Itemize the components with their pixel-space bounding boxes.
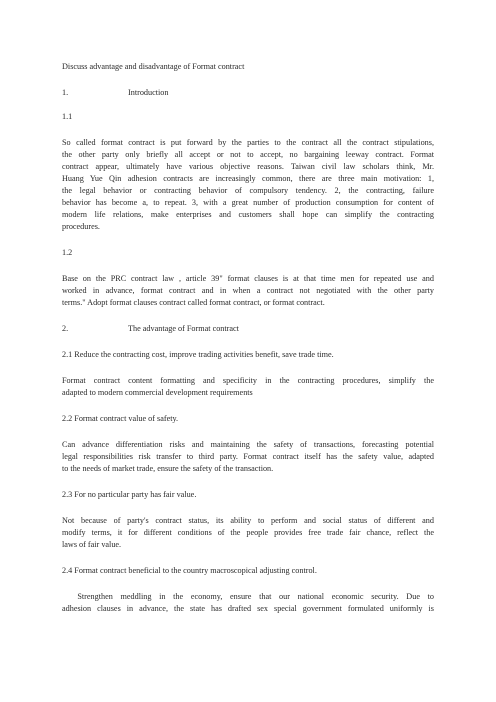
paragraph-line: contract appear, ultimately have various objective reasons. Taiwan civil law scholars think, Mr. <box>62 162 434 171</box>
paragraph-line: worked in advance, format contract and in when a contract not negotiated with the other party <box>62 286 434 295</box>
subsection-number: 1.1 <box>62 112 73 121</box>
paragraph-line: modern life relations, make enterprises and customers shall hope can simplify the contracting <box>62 210 434 219</box>
paragraph-line: So called format contract is put forward by the parties to the contract all the contract stipulations, <box>62 138 434 147</box>
paragraph-line: legal responsibilities risk transfer to third party. Format contract itself has the safety value, adapted <box>62 452 434 461</box>
paragraph-line: Strengthen meddling in the economy, ensure that our national economic security. Due to <box>62 592 434 601</box>
paragraph-line: to the needs of market trade, ensure the safety of the transaction. <box>62 464 274 473</box>
paragraph-line: behavior has become a, to repeat. 3, with a great number of production consumption for content of <box>62 198 434 207</box>
paragraph-line: adapted to modern commercial development requirements <box>62 388 253 397</box>
section-heading-advantage <box>62 323 434 335</box>
subsection-heading: 2.1 Reduce the contracting cost, improve trading activities benefit, save trade time. <box>62 350 334 359</box>
paragraph-line: modify terms, it for different conditions of the people provides free trade fair chance, reflect the <box>62 528 434 537</box>
subsection-number: 1.2 <box>62 248 73 257</box>
subsection-heading: 2.2 Format contract value of safety. <box>62 414 179 423</box>
section-label: Introduction <box>128 88 169 97</box>
paragraph-line: procedures. <box>62 222 100 231</box>
section-label: The advantage of Format contract <box>128 324 239 333</box>
paragraph-line: Base on the PRC contract law , article 39" format clauses is at that time men for repeated use and <box>62 274 434 283</box>
paragraph-line: Can advance differentiation risks and maintaining the safety of transactions, forecasting potential <box>62 440 434 449</box>
paragraph-line: Huang Yue Qin adhesion contracts are increasingly common, there are three main motivation: 1, <box>62 174 434 183</box>
paragraph-line: Format contract content formatting and specificity in the contracting procedures, simplify the <box>62 376 434 385</box>
section-number: 1. <box>62 88 69 97</box>
section-heading-introduction <box>62 87 434 99</box>
subsection-heading: 2.4 Format contract beneficial to the country macroscopical adjusting control. <box>62 566 317 575</box>
paragraph-line: the other party only briefly all accept or not to accept, no bargaining leeway contract. Format <box>62 150 434 159</box>
document-title: Discuss advantage and disadvantage of Format contract <box>62 62 245 71</box>
subsection-heading: 2.3 For no particular party has fair value. <box>62 490 197 499</box>
paragraph-line: Not because of party's contract status, its ability to perform and social status of different and <box>62 516 434 525</box>
paragraph-line: the legal behavior or contracting behavior of compulsory tendency. 2, the contracting, failure <box>62 186 434 195</box>
section-number: 2. <box>62 324 69 333</box>
paragraph-line: laws of fair value. <box>62 540 122 549</box>
paragraph-line: terms." Adopt format clauses contract called format contract, or format contract. <box>62 298 325 307</box>
paragraph-line: adhesion clauses in advance, the state has drafted sex special government formulated uniformly is <box>62 604 434 613</box>
